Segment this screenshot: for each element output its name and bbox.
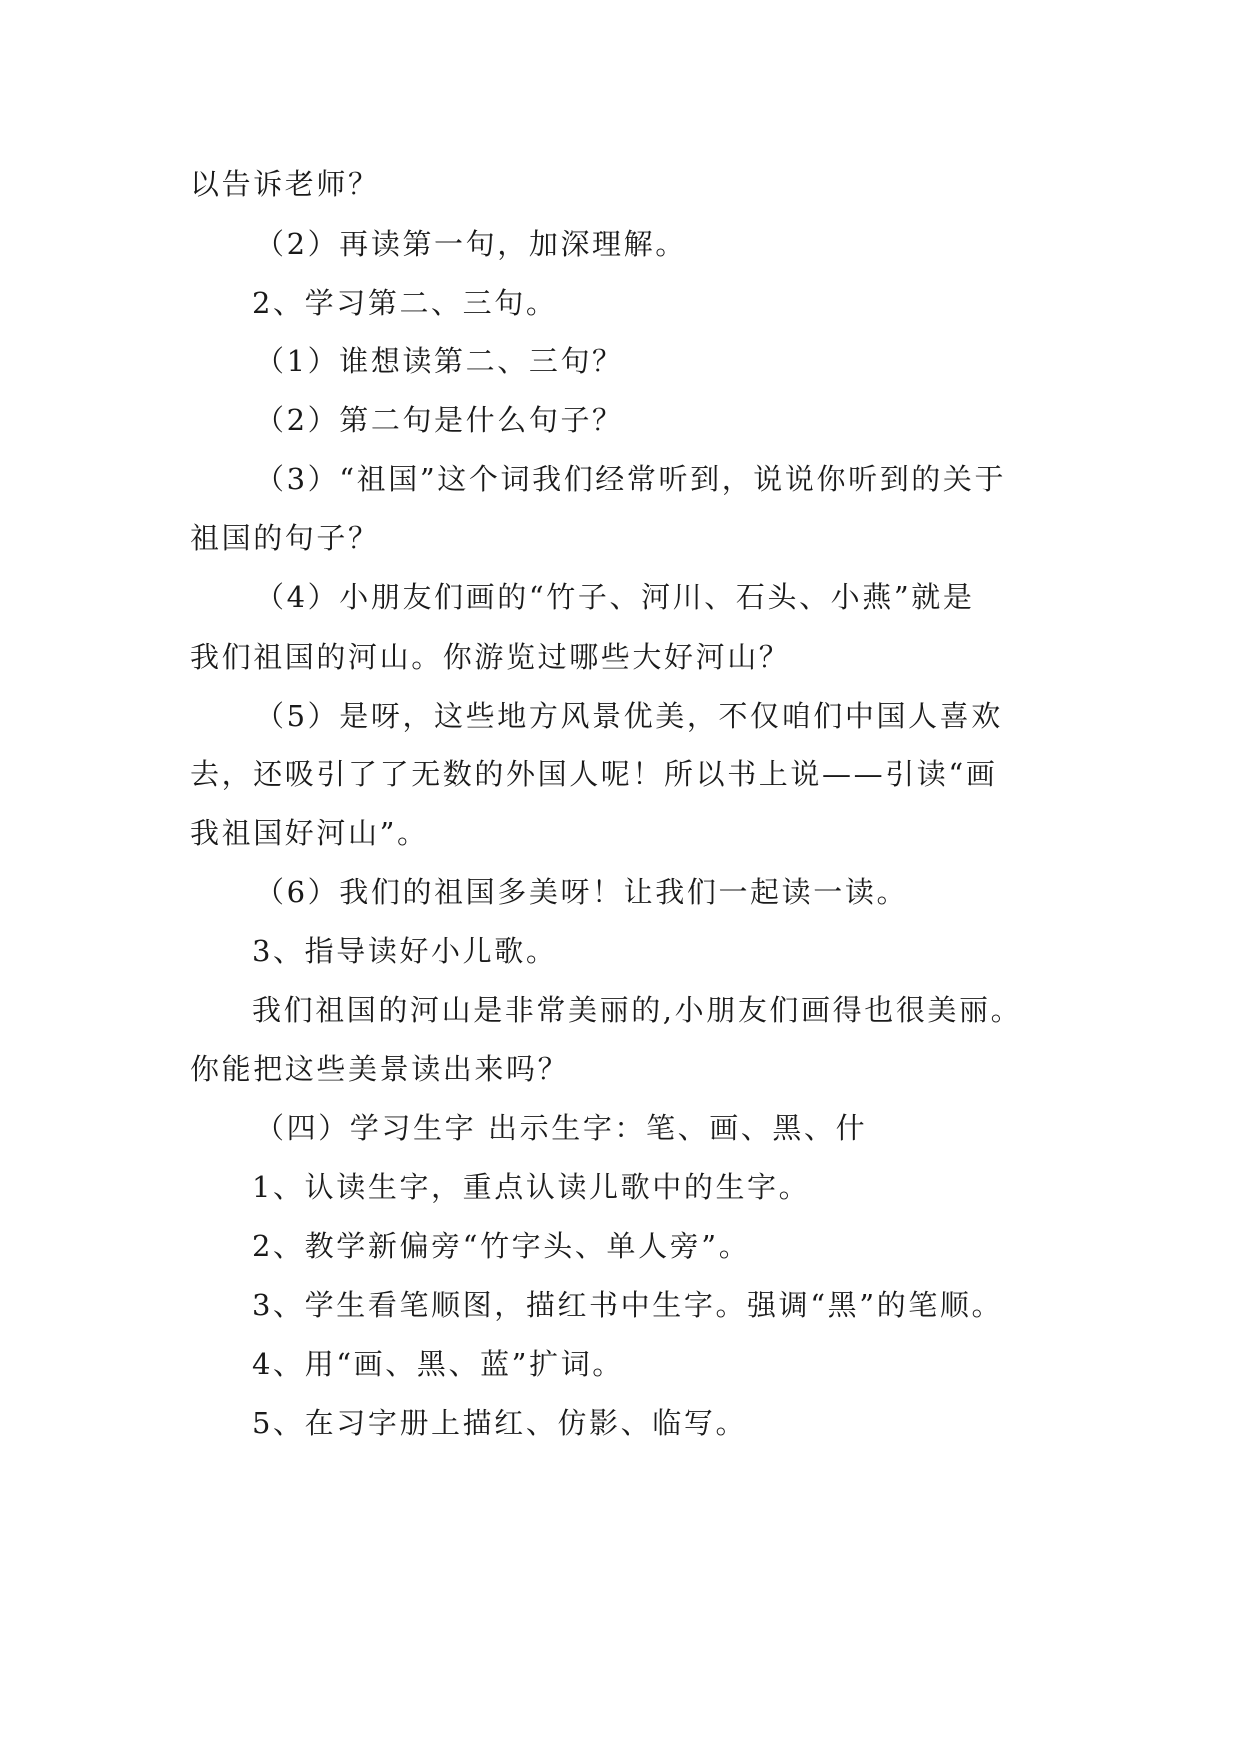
text-line: （5）是呀，这些地方风景优美，不仅咱们中国人喜欢 [255, 699, 1003, 733]
text-line: （3）“祖国”这个词我们经常听到，说说你听到的关于 [255, 462, 1007, 496]
text-line: 我们祖国的河山是非常美丽的,小朋友们画得也很美丽。 [252, 993, 1023, 1027]
text-line: （四）学习生字 出示生字：笔、画、黑、什 [255, 1111, 868, 1145]
text-line: （2）第二句是什么句子？ [255, 403, 624, 437]
text-line: 2、教学新偏旁“竹字头、单人旁”。 [252, 1229, 751, 1263]
text-line: 5、在习字册上描红、仿影、临写。 [252, 1406, 748, 1440]
text-line: 你能把这些美景读出来吗？ [190, 1052, 570, 1086]
text-line: 3、学生看笔顺图，描红书中生字。强调“黑”的笔顺。 [252, 1288, 1004, 1322]
text-line: 3、指导读好小儿歌。 [252, 934, 558, 968]
text-line: 祖国的句子？ [190, 521, 380, 555]
text-line: 我祖国好河山”。 [190, 816, 429, 850]
text-line: 去，还吸引了了无数的外国人呢！所以书上说——引读“画 [190, 757, 998, 791]
text-line: 我们祖国的河山。你游览过哪些大好河山？ [190, 640, 791, 674]
text-line: 以告诉老师？ [190, 167, 380, 201]
text-line: 4、用“画、黑、蓝”扩词。 [252, 1347, 624, 1381]
text-line: （6）我们的祖国多美呀！让我们一起读一读。 [255, 875, 909, 909]
text-line: 1、认读生字，重点认读儿歌中的生字。 [252, 1170, 811, 1204]
text-line: 2、学习第二、三句。 [252, 286, 558, 320]
text-line: （2）再读第一句，加深理解。 [255, 227, 687, 261]
text-line: （1）谁想读第二、三句？ [255, 344, 624, 378]
text-line: （4）小朋友们画的“竹子、河川、石头、小燕”就是 [255, 580, 975, 614]
